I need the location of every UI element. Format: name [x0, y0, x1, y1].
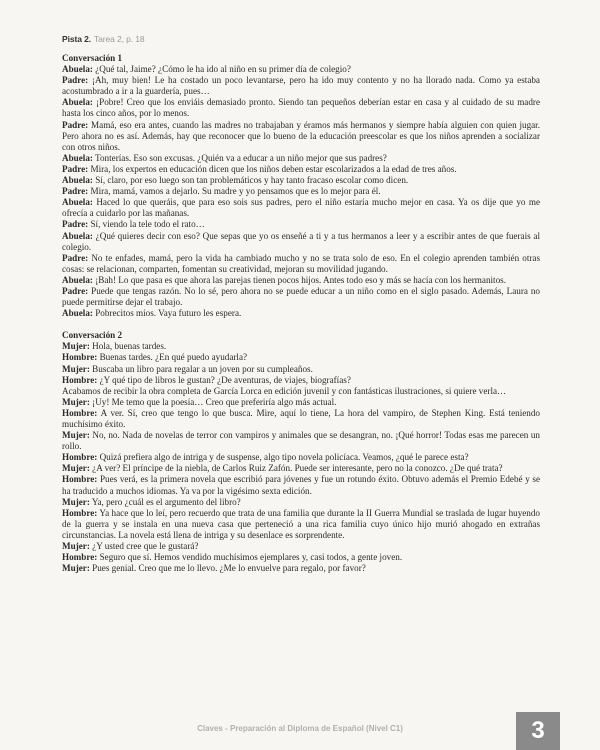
dialogue-text: ¿Y usted cree que le gustará? — [89, 541, 199, 552]
dialogue-text: ¿Y qué tipo de libros le gustan? ¿De aventuras, de viajes, biografías? — [97, 374, 351, 385]
dialogue-text: ¿Qué tal, Jaime? ¿Cómo le ha ido al niño en su primer día de colegio? — [92, 64, 351, 75]
speaker-label: Abuela: — [62, 64, 93, 75]
dialogue-text: Puede que tengas razón. No lo sé, pero ahora no se puede educar a un niño como en el siglo pasado. Además, Laura no puede permitirse dejar el trabajo. — [62, 285, 540, 308]
speaker-label: Padre: — [62, 119, 89, 130]
dialogue-line — [62, 253, 540, 275]
dialogue-line — [62, 541, 540, 552]
dialogue-line — [62, 64, 540, 75]
dialogue-line — [62, 375, 540, 386]
dialogue-line — [62, 352, 540, 363]
dialogue-text: Pues genial. Creo que me lo llevo. ¿Me lo envuelve para regalo, por favor? — [89, 563, 366, 574]
dialogue-text: Ya hace que lo leí, pero recuerdo que trata de una familia que durante la II Guerra Mundial se traslada de lugar huyendo de la guerra y se instala en una nueva casa que perteneció a una rica familia cuyo único hijo murió ahogado en extrañas circunstancias. La novela está llena de intriga y su desenlace es sorprendente. — [62, 507, 540, 540]
speaker-label: Abuela: — [62, 308, 93, 319]
dialogue-text: Sí, claro, por eso luego son tan problemáticos y hay tanto fracaso escolar como dicen. — [92, 175, 409, 186]
speaker-label: Hombre: — [62, 374, 98, 385]
dialogue-line — [62, 286, 540, 308]
speaker-label: Mujer: — [62, 363, 90, 374]
dialogue-text: Tonterías. Eso son excusas. ¿Quién va a educar a un niño mejor que sus padres? — [92, 152, 387, 163]
dialogue-line — [62, 120, 540, 153]
speaker-label: Abuela: — [62, 152, 93, 163]
speaker-label: Padre: — [62, 163, 89, 174]
speaker-label: Padre: — [62, 186, 89, 197]
speaker-label: Abuela: — [62, 230, 93, 241]
dialogue-text: ¡Bah! Lo que pasa es que ahora las parejas tienen pocos hijos. Antes todo eso y más se hacía con los hermanitos. — [92, 274, 506, 285]
speaker-label: Mujer: — [62, 430, 90, 441]
speaker-label: Mujer: — [62, 341, 90, 352]
speaker-label: Mujer: — [62, 496, 90, 507]
dialogue-line — [62, 386, 540, 397]
speaker-label: Padre: — [62, 252, 89, 263]
speaker-label: Hombre: — [62, 452, 98, 463]
dialogue-text: ¿Qué quieres decir con eso? Que sepas que yo os enseñé a ti y a tus hermanos a leer y a escribir antes de que fuerais al colegio. — [62, 230, 540, 252]
dialogue-line — [62, 197, 540, 219]
dialogue-line — [62, 164, 540, 175]
speaker-label: Mujer: — [62, 563, 90, 574]
dialogue-text: No, no. Nada de novelas de terror con vampiros y animales que se desangran, no. ¡Qué horror! Todas esas me parecen un rollo. — [62, 430, 540, 452]
page-number: 3 — [516, 712, 560, 750]
dialogue-text: Sí, viendo la tele todo el rato… — [88, 219, 205, 230]
dialogue-line — [62, 463, 540, 474]
conversation-title: Conversación 2 — [62, 330, 123, 341]
dialogue-text: Mira, los expertos en educación dicen que los niños deben estar escolarizados a la edad de tres años. — [88, 163, 457, 174]
dialogue-text: ¡Pobre! Creo que los enviáis demasiado pronto. Siendo tan pequeños deberían estar en casa y al cuidado de su madre hasta los cinco años, por lo menos. — [62, 97, 540, 119]
dialogue-text: Quizá prefiera algo de intriga y de suspense, algo tipo novela policíaca. Veamos, ¿qué le parece esta? — [97, 452, 469, 463]
dialogue-text: A ver. Sí, creo que tengo lo que busca. Mire, aquí lo tiene, La hora del vampiro, de Stephen King. Está teniendo muchísimo éxito. — [62, 407, 540, 429]
dialogue-line — [62, 186, 540, 197]
dialogue-line — [62, 97, 540, 119]
conversation-title: Conversación 1 — [62, 53, 123, 63]
speaker-label: Mujer: — [62, 541, 90, 552]
footer-book-title: Claves - Preparación al Diploma de Español (Nivel C1) — [197, 724, 403, 733]
transcript-body — [62, 53, 540, 574]
speaker-label: Padre: — [62, 75, 89, 86]
speaker-label: Abuela: — [62, 97, 93, 108]
dialogue-line — [62, 231, 540, 253]
dialogue-text: Hola, buenas tardes. — [89, 341, 167, 352]
speaker-label: Mujer: — [62, 463, 90, 474]
speaker-label: Hombre: — [62, 507, 98, 518]
track-label: Pista 2. — [62, 34, 91, 44]
speaker-label: Hombre: — [62, 407, 98, 418]
dialogue-line — [62, 219, 540, 230]
dialogue-text: Ya, pero ¿cuál es el argumento del libro? — [89, 496, 241, 507]
dialogue-line — [62, 474, 540, 496]
dialogue-text: No te enfades, mamá, pero la vida ha cambiado mucho y no se trata solo de eso. En el colegio aprenden también otras cosas: se relacionan, comparten, fomentan su creatividad, mejoran su movilidad jugando. — [62, 252, 540, 274]
page-header — [62, 34, 145, 44]
dialogue-text: Mamá, eso era antes, cuando las madres no trabajaban y éramos más hermanos y siempre había alguien con quien jugar. Pero ahora no es así. Además, hay que reconocer que lo bueno de la educación preescolar es que los niños aprenden a socializar con otros niños. — [62, 119, 540, 152]
dialogue-line — [62, 497, 540, 508]
speaker-label: Abuela: — [62, 175, 93, 186]
speaker-label: Hombre: — [62, 474, 98, 485]
dialogue-text: Buscaba un libro para regalar a un joven por su cumpleaños. — [89, 363, 313, 374]
dialogue-text: Acabamos de recibir la obra completa de García Lorca en edición juvenil y con fantásticas ilustraciones, si quiere verla… — [62, 385, 507, 396]
dialogue-text: Pobrecitos míos. Vaya futuro les espera. — [92, 308, 242, 319]
speaker-label: Padre: — [62, 285, 89, 296]
dialogue-line — [62, 452, 540, 463]
section-gap — [62, 319, 540, 330]
dialogue-line — [62, 552, 540, 563]
dialogue-text: Mira, mamá, vamos a dejarlo. Su madre y yo pensamos que es lo mejor para él. — [88, 186, 381, 197]
dialogue-line — [62, 364, 540, 375]
task-reference: Tarea 2, p. 18 — [93, 34, 145, 44]
speaker-label: Hombre: — [62, 352, 98, 363]
dialogue-line — [62, 341, 540, 352]
dialogue-line — [62, 408, 540, 430]
dialogue-text: Haced lo que queráis, que para eso sois sus padres, pero el niño estaría mucho mejor en casa. Ya os dije que yo me ofrecía a cuidarlo por las mañanas. — [62, 197, 540, 219]
dialogue-line — [62, 508, 540, 541]
dialogue-line — [62, 75, 540, 97]
dialogue-text: Pues verá, es la primera novela que escribió para jóvenes y fue un rotundo éxito. Obtuvo además el Premio Edebé y se ha traducido a muchos idiomas. Ya va por la vigésimo sexta edición. — [62, 474, 540, 496]
speaker-label: Mujer: — [62, 396, 90, 407]
speaker-label: Abuela: — [62, 197, 93, 208]
dialogue-line — [62, 308, 540, 319]
dialogue-line — [62, 430, 540, 452]
dialogue-text: Seguro que sí. Hemos vendido muchísimos ejemplares y, casi todos, a gente joven. — [97, 552, 403, 563]
dialogue-text: ¡Uy! Me temo que la poesía… Creo que preferiría algo más actual. — [89, 396, 337, 407]
speaker-label: Hombre: — [62, 552, 98, 563]
dialogue-line — [62, 397, 540, 408]
dialogue-line — [62, 563, 540, 574]
dialogue-text: ¿A ver? El príncipe de la niebla, de Carlos Ruiz Zafón. Puede ser interesante, pero no la conozco. ¿De qué trata? — [89, 463, 503, 474]
dialogue-text: Buenas tardes. ¿En qué puedo ayudarla? — [97, 352, 248, 363]
dialogue-line — [62, 153, 540, 164]
dialogue-text: ¡Ah, muy bien! Le ha costado un poco levantarse, pero ha ido muy contento y no ha llorado nada. Como ya estaba acostumbrado a ir a la guardería, pues… — [62, 75, 540, 97]
dialogue-line — [62, 175, 540, 186]
dialogue-line — [62, 275, 540, 286]
speaker-label: Padre: — [62, 219, 89, 230]
speaker-label: Abuela: — [62, 274, 93, 285]
